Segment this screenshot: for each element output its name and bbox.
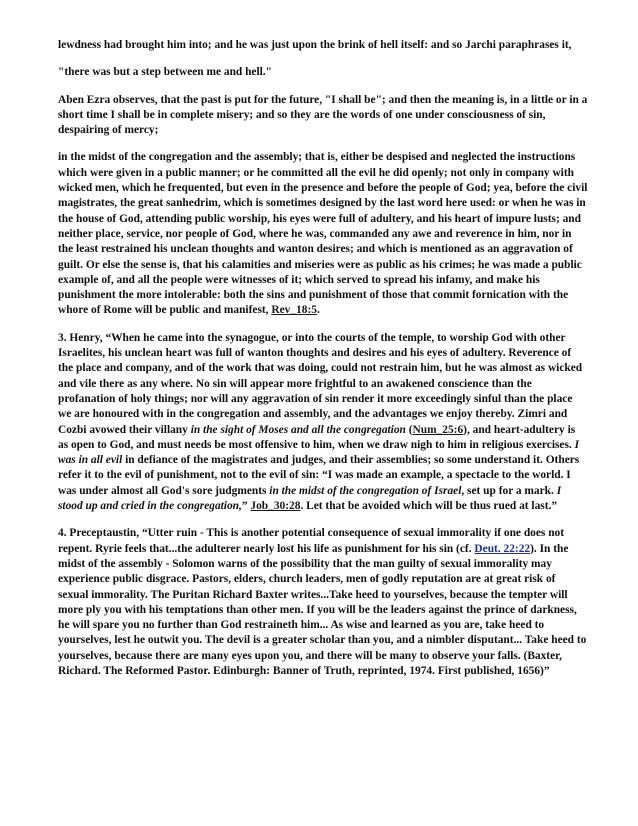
- preceptaustin-text-b: ). In the midst of the assembly - Solomon warns of the possibility that the man guilty of sexual immorality may experience public disgrace. Pastors, elders, church leaders, men of godly reputation are at great risk of sexual immorality. The Puritan Richard Baxter writes...Take heed to yourselves, because the tempter will more ply you with his temptations than other men. If you will be the leaders against the prince of darkness, he will spare you no further than God restraineth him... As wise and learned as you are, take heed to yourselves, lest he outwit you. The devil is a greater scholar than you, and a nimbler disputant... Take heed to yourselves, because there are many eyes upon you, and there will be many to observe your falls. (Baxter, Richard. The Reformed Pastor. Edinburgh: Banner of Truth, reprinted, 1974. First published, 1656)”: [58, 542, 587, 677]
- henry-text-b: (: [405, 423, 413, 436]
- scripture-link-job-30-28[interactable]: Job_30:28: [250, 500, 301, 513]
- scripture-link-rev-18-5[interactable]: Rev_18:5: [271, 304, 317, 317]
- paragraph-quote-step: "there was but a step between me and hell.": [58, 66, 272, 79]
- paragraph-congregation: [58, 150, 588, 318]
- henry-italic-1: in the sight of Moses and all the congregation: [190, 423, 406, 436]
- paragraph-congregation-text: in the midst of the congregation and the assembly; that is, either be despised and neglected the instructions which were given in a public manner; or he committed all the evil he did openly; not only in company with wicked men, which he frequented, but even in the presence and before the people of God; yea, before the civil magistrates, the great sanhedrim, which is sometimes designed by the last word here used: or when he was in the house of God, attending public worship, his eyes were full of adultery, and his heart of impure lusts; and neither place, service, nor people of God, where he was, commanded any awe and reverence in him, nor in the least restrained his unclean thoughts and wanton desires; and which is mentioned as an aggravation of guilt. Or else the sense is, that his calamities and miseries were as public as his crimes; he was made a public example of, and all the people were witnesses of it; which served to spread his infamy, and make his punishment the more intolerable: both the sins and punishment of those that commit fornication with the whore of Rome will be public and manifest,: [58, 151, 588, 317]
- paragraph-henry: [58, 331, 588, 515]
- henry-text-c: ), and heart-adultery is as open to God, and must needs be most offensive to him, when we draw nigh to him in religious exercises.: [58, 423, 576, 451]
- henry-text-e: , set up for a mark.: [461, 484, 557, 497]
- henry-text-a: 3. Henry, “When he came into the synagogue, or into the courts of the temple, to worship God with other Israelites, his unclean heart was full of wanton thoughts and desires and his eyes of adultery. Reverence of the place and company, and of the work that was doing, could not restrain him, but he was almost as wicked and vile there as any where. No sin will appear more frightful to an awakened conscience than the profanation of holy things; nor will any aggravation of sin render it more exceedingly sinful than the place we are honoured with in the congregation and assembly, and the advantages we enjoy thereby. Zimri and Cozbi avowed their villany: [58, 331, 583, 436]
- henry-text-g: . Let that be avoided which will be thus rued at last.”: [300, 500, 558, 513]
- paragraph-aben-ezra: Aben Ezra observes, that the past is put for the future, "I shall be"; and then the meaning is, in a little or in a short time I shall be in complete misery; and so they are the words of one under consciousness of sin, despairing of mercy;: [58, 93, 588, 137]
- henry-text-d: in defiance of the magistrates and judges, and their assemblies; so some understand it. Others refer it to the evil of punishment, not to the evil of sin: “I was made an example, a spectacle to the world. I was under almost all God's sore judgments: [58, 454, 580, 497]
- henry-text-f: ”: [241, 500, 251, 513]
- henry-italic-2: I was in all evil: [58, 438, 580, 467]
- paragraph-jarchi: lewdness had brought him into; and he was just upon the brink of hell itself: and so Jarchi paraphrases it,: [58, 39, 572, 51]
- paragraph-preceptaustin: [58, 526, 588, 679]
- preceptaustin-text-a: 4. Preceptaustin, “Utter ruin - This is another potential consequence of sexual immorality if one does not repent. Ryrie feels that...the adulterer nearly lost his life as punishment for his sin (cf.: [58, 527, 565, 555]
- scripture-link-deut-22-22[interactable]: Deut. 22:22: [474, 542, 531, 555]
- henry-italic-3: in the midst of the congregation of Israel: [269, 484, 462, 497]
- scripture-link-num-25-6[interactable]: Num_25:6: [412, 423, 464, 436]
- document-page: [58, 38, 588, 679]
- henry-italic-4: I stood up and cried in the congregation,: [58, 484, 562, 513]
- paragraph-congregation-end: .: [316, 304, 320, 317]
